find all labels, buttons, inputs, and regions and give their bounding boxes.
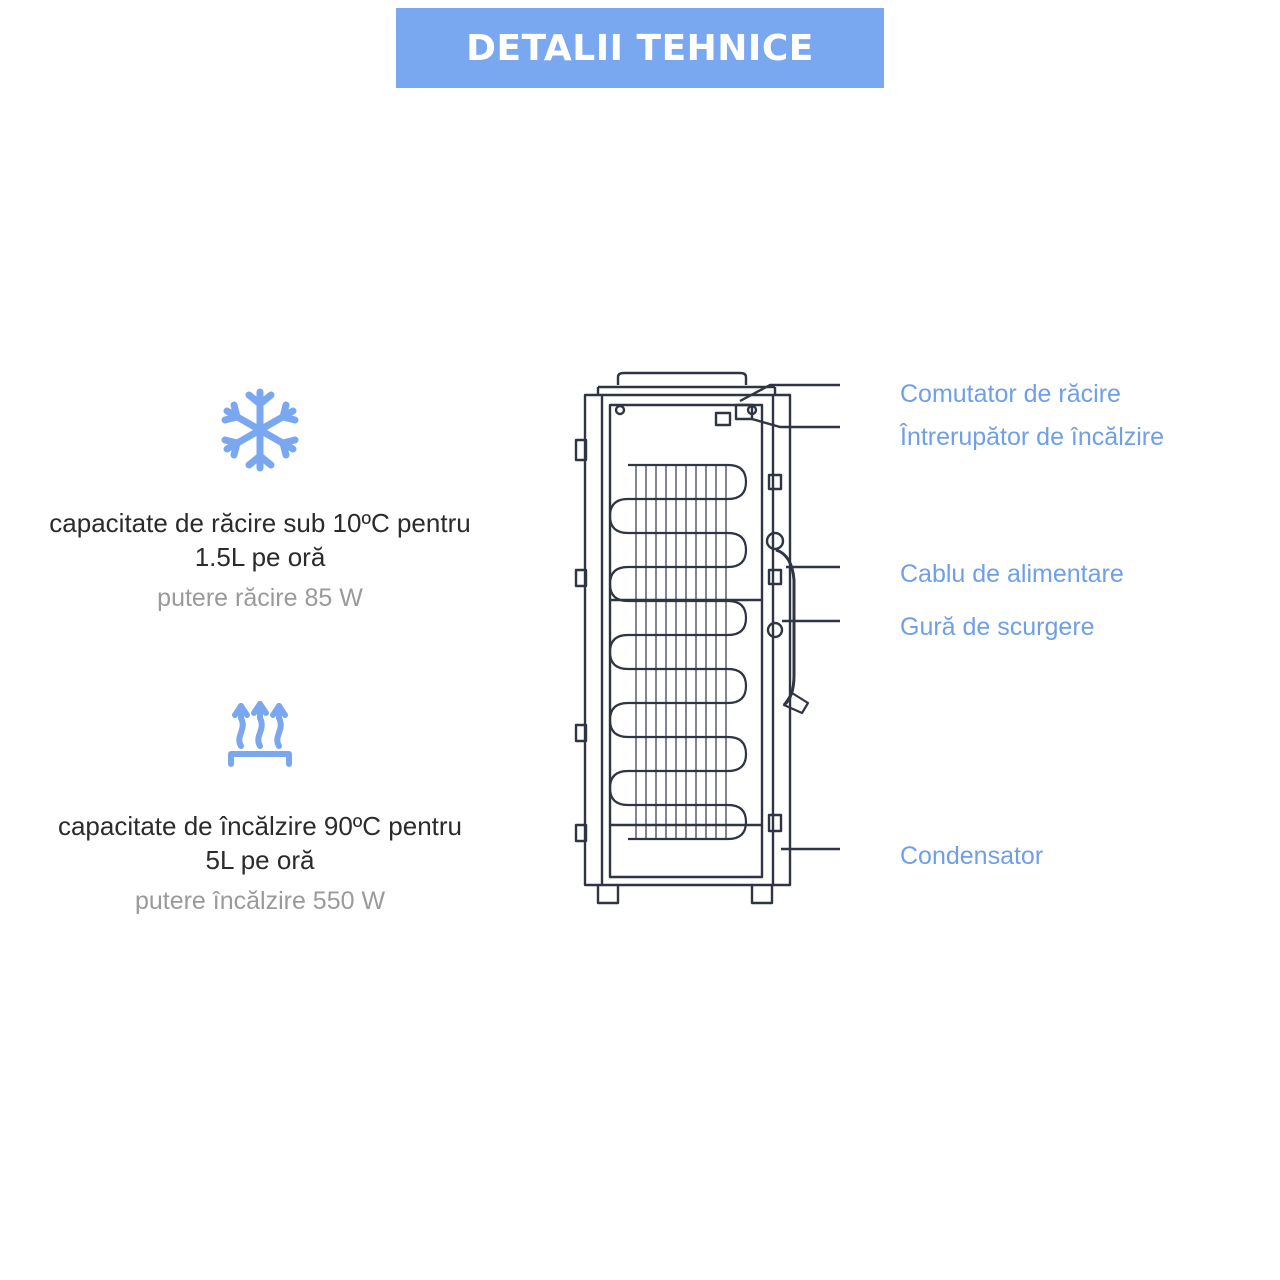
- feature-heating-subtitle: putere încălzire 550 W: [134, 887, 386, 915]
- appliance-diagram: [540, 355, 1260, 935]
- callout-drain-outlet: Gură de scurgere: [900, 613, 1095, 641]
- callout-cooling-switch: Comutator de răcire: [900, 380, 1121, 408]
- feature-cooling: [40, 380, 480, 613]
- callout-condenser: Condensator: [900, 842, 1044, 870]
- header-banner: [396, 8, 884, 88]
- feature-cooling-title: capacitate de răcire sub 10ºC pentru 1.5L pe oră: [49, 508, 471, 572]
- callout-power-cable: Cablu de alimentare: [900, 560, 1124, 588]
- heat-waves-icon: [40, 683, 480, 783]
- feature-cooling-subtitle: putere răcire 85 W: [157, 584, 363, 612]
- page-title: DETALII TEHNICE: [466, 27, 814, 69]
- snowflake-icon: [40, 380, 480, 480]
- callout-heating-switch: Întrerupător de încălzire: [900, 423, 1165, 451]
- feature-list: [40, 380, 480, 986]
- feature-heating: [40, 683, 480, 916]
- feature-heating-title: capacitate de încălzire 90ºC pentru 5L pe oră: [57, 811, 463, 875]
